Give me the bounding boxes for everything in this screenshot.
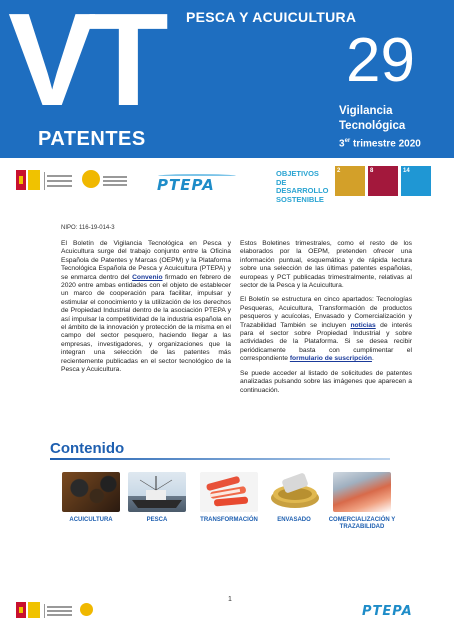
footer-ministry-text-mark [44,604,74,618]
sector-title: PESCA Y ACUICULTURA [186,9,357,25]
logos-row [0,162,454,204]
ods-goal-14-num: 14 [403,168,410,174]
intro-paragraph [61,240,231,375]
quarter-sup: er [344,138,351,144]
transformacion-image[interactable] [200,472,258,512]
convenio-link[interactable]: Convenio [132,273,163,281]
oepm-logo-icon [82,170,100,188]
intro-column-right [240,240,412,401]
ptepa-logo: PTEPA [157,176,215,194]
envasado-image[interactable] [265,472,323,512]
structure-text-a: El Boletín se estructura en cinco apartados: Tecnologías Pesqueras, Acuicultura, Transformación de productos pesqueros y acuícolas, Envasado y Comercialización y Trazabilidad También se incluyen [240,296,412,329]
category-comercializacion[interactable] [327,472,397,531]
footer-government-crest-icon [14,600,42,620]
quarter-suffix: trimestre 2020 [350,138,421,150]
structure-text-b: de interés para el sector sobre Propiedad Industrial y sobre actividades de la Plataforma. Si se desea recibir periódicamente basta con cumplimentar el correspondiente [240,321,412,363]
suscripcion-link[interactable]: formulario de suscripción [289,355,372,363]
intro-text-b: firmado en febrero de 2020 entre ambas entidades con el objeto de establecer un marco de cooperación para facilitar, impulsar y estimular el conocimiento y la utilización de los derechos de Propiedad Industrial dentro de la asociación PTEPA y así impulsar la competitividad de la industria española en el ámbito de la innovación y protección de la misma en el campo del sector pesquero, haciendo llegar a las empresas, investigadores, y organizaciones que la integran una selección de las patentes más recientemente publicadas en el sector tecnológico de la Pesca y Acuicultura. [61,273,231,374]
fishing-boat-icon [128,472,186,512]
envasado-label: ENVASADO [277,517,311,523]
comercializacion-image[interactable] [333,472,391,512]
nipo-code: NIPO: 116-19-014-3 [61,225,115,231]
structure-text-c: . [371,355,374,363]
ods-goal-8-num: 8 [370,168,374,174]
ods-goal-2-num: 2 [337,168,341,174]
comercializacion-label: COMERCIALIZACIÓN Y TRAZABILIDAD [328,517,396,530]
issue-number: 29 [346,26,415,95]
canned-fish-icon [265,472,323,512]
quarter-prefix: 3 [339,138,345,150]
structure-paragraph [240,296,412,363]
pesca-image[interactable] [128,472,186,512]
vigilancia-line2: Tecnológica [339,120,406,132]
oepm-text-mark [103,174,127,188]
transformacion-label: TRANSFORMACIÓN [200,517,258,523]
noticias-link[interactable]: noticias [350,321,376,329]
ods-line1: OBJETIVOS [276,169,319,178]
ods-logo [276,170,336,204]
quarter-label [339,138,421,149]
patentes-label: PATENTES [38,128,146,150]
access-paragraph: Se puede acceder al listado de solicitudes de patentes analizadas pulsando sobre las imágenes que aparecen a continuación. [240,369,412,394]
boletines-paragraph: Estos Boletines trimestrales, como el resto de los elaborados por la OEPM, pretenden ofrecer una información puntual, esquemática y de rápida lectura sobre una selección de las últimas patentes españolas, europeas y PCT publicadas trimestralmente, relativas al sector de la Pesca y la Acuicultura. [240,240,412,290]
surimi-sticks-icon [200,472,258,512]
contenido-heading: Contenido [50,440,125,457]
category-transformacion[interactable] [194,472,264,524]
ministry-text-mark [44,172,74,190]
footer-ptepa-logo: PTEPA [362,604,413,619]
vigilancia-title [339,104,405,134]
contenido-divider [50,458,390,460]
intro-column-left [61,240,231,381]
ods-line2: DE DESARROLLO [276,177,329,195]
page-number: 1 [228,596,232,603]
acuicultura-label: ACUICULTURA [69,517,113,523]
header-band [0,0,454,158]
spanish-government-crest-icon [14,168,42,192]
ods-goal-2 [335,166,365,196]
vigilancia-line1: Vigilancia [339,105,393,117]
intro-text-a: El Boletín de Vigilancia Tecnológica en Pesca y Acuicultura surge del trabajo conjunto entre la Oficina Española de Patentes y Marcas (OEPM) y la Plataforma Tecnológica Española de Pesca y Acuicultura (PTEPA) y se enmarca dentro del [61,240,231,281]
pesca-label: PESCA [146,517,168,523]
ods-line3: SOSTENIBLE [276,194,324,204]
ods-goal-14 [401,166,431,196]
ods-goal-8 [368,166,398,196]
category-pesca[interactable] [122,472,192,524]
category-acuicultura[interactable] [56,472,126,524]
vt-logo: VT [8,0,161,133]
category-envasado[interactable] [259,472,329,524]
footer-oepm-logo-icon [80,603,93,616]
acuicultura-image[interactable] [62,472,120,512]
